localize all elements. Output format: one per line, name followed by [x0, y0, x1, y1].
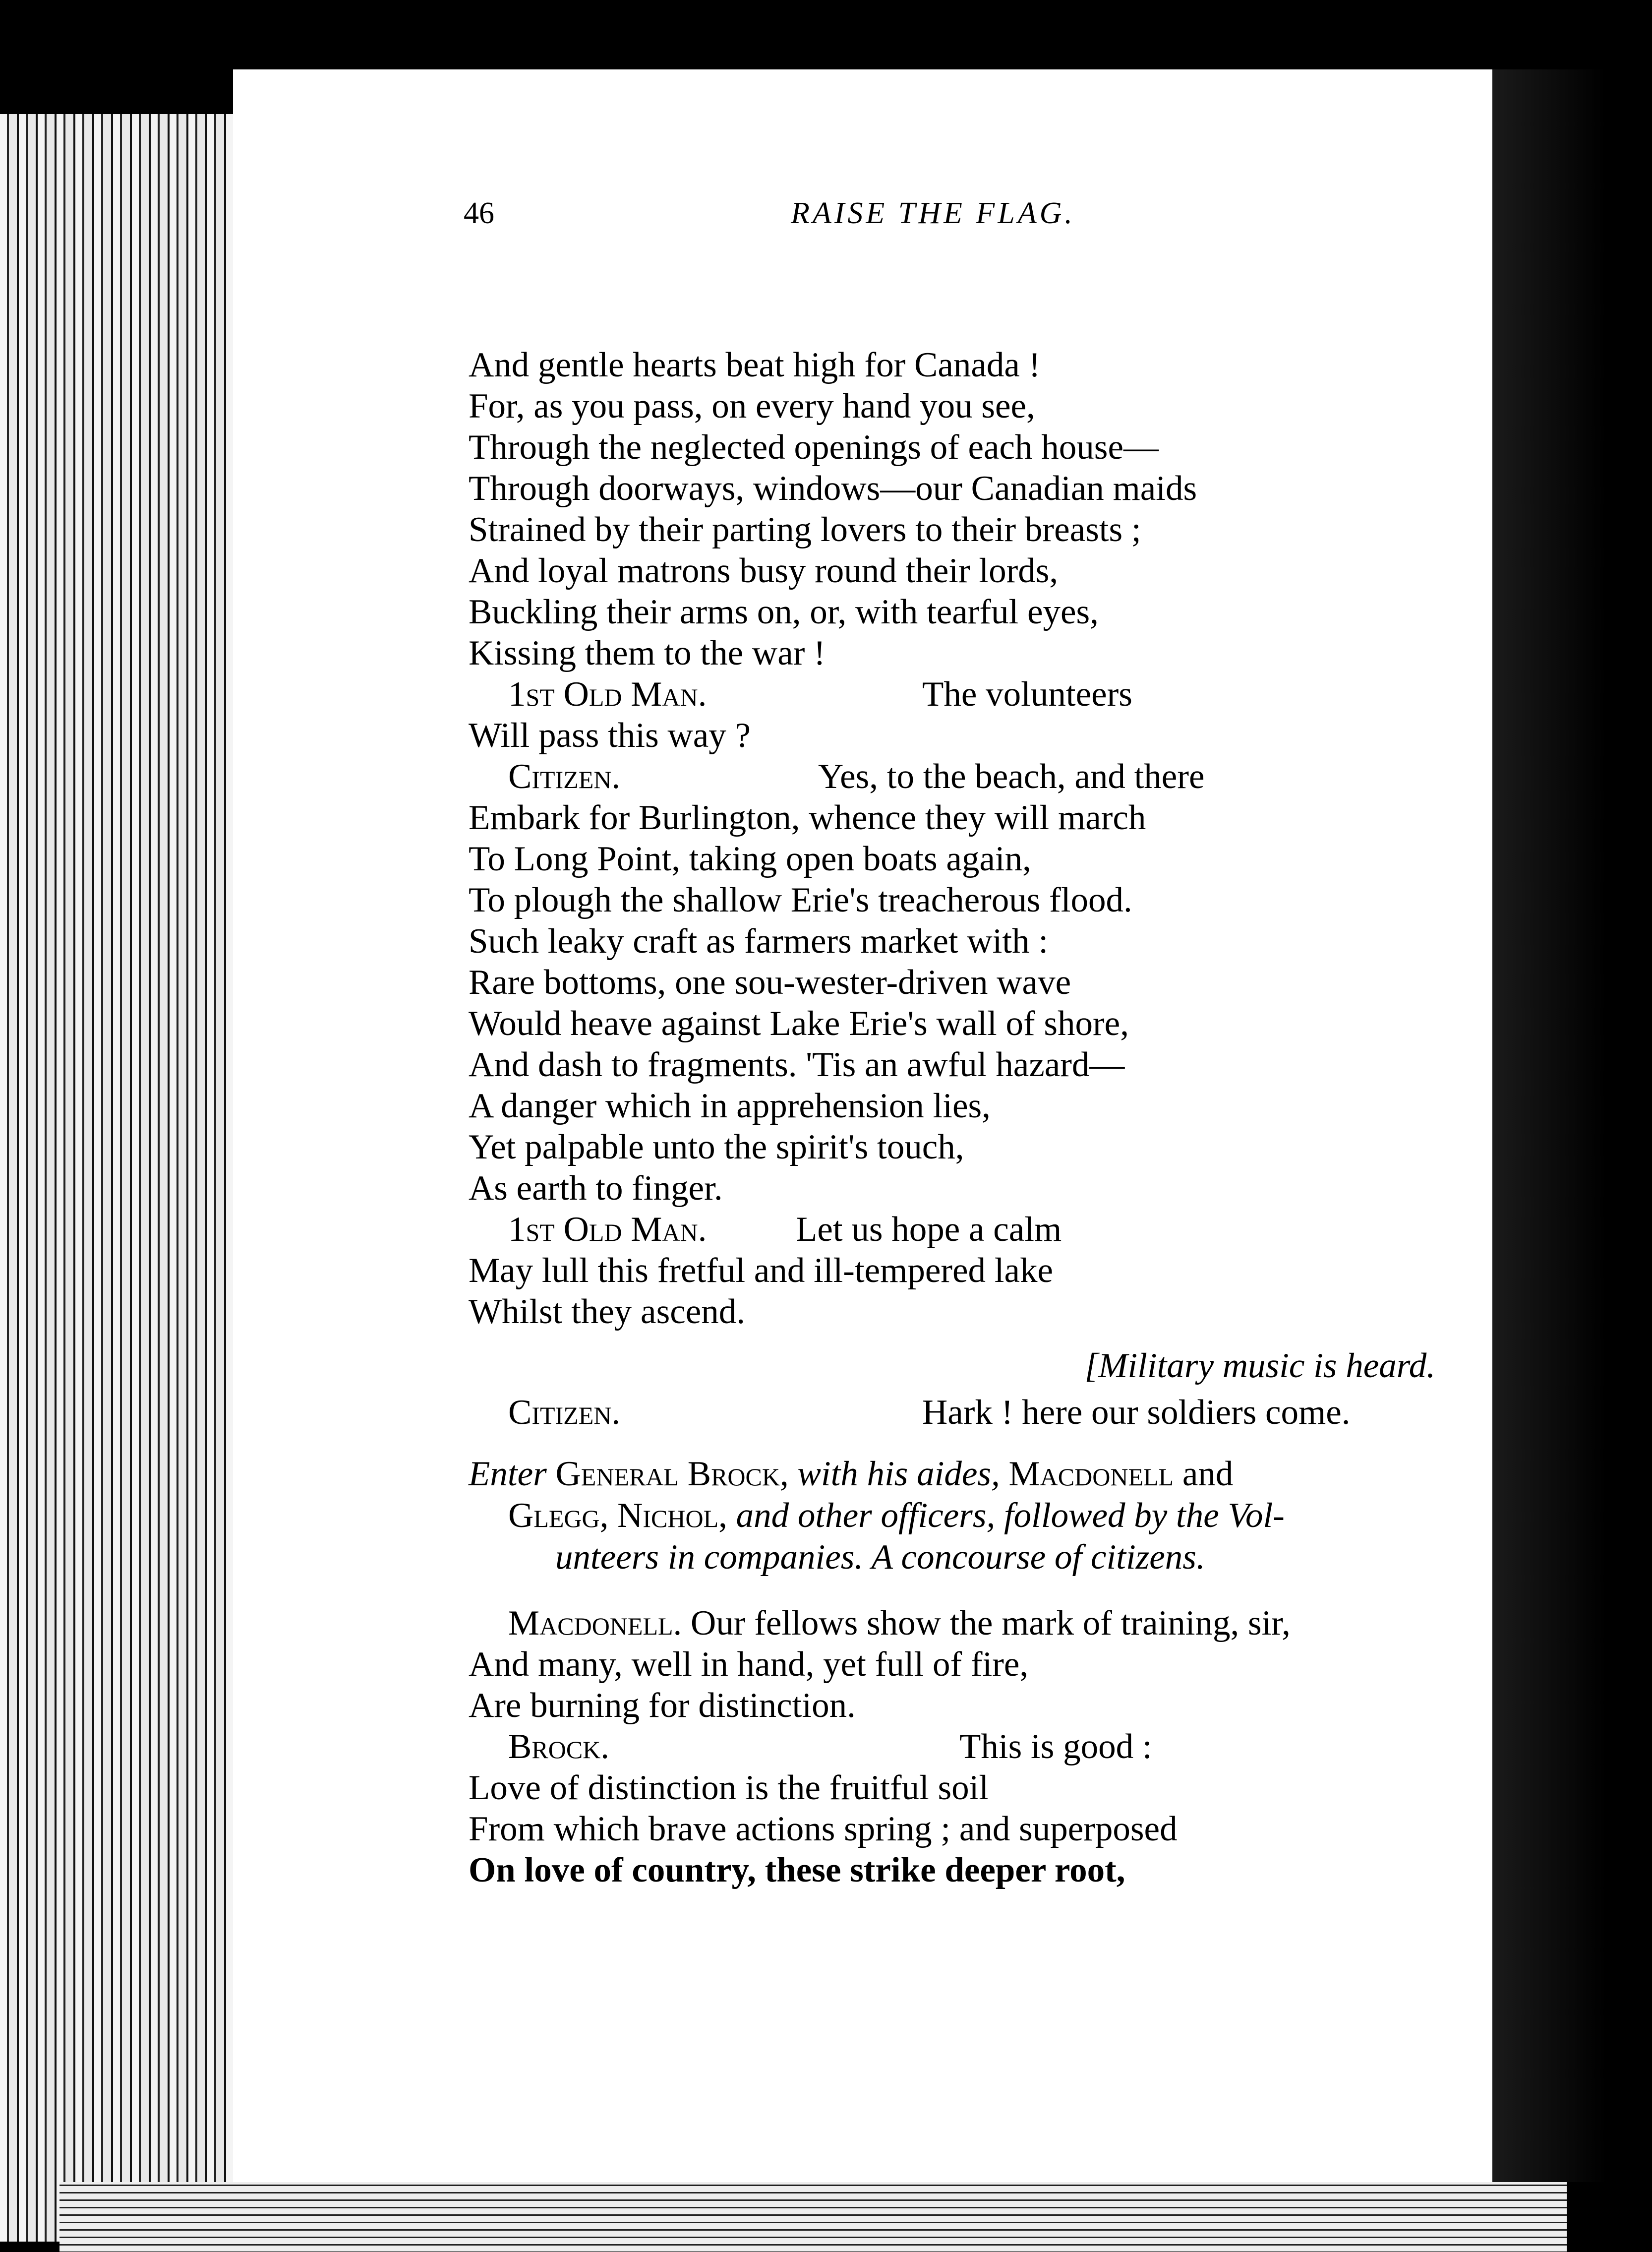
verse-line: Yet palpable unto the spirit's touch, [469, 1128, 964, 1166]
verse-line: To plough the shallow Erie's treacherous flood. [469, 881, 1132, 919]
verse-line: Love of distinction is the fruitful soil [469, 1768, 989, 1807]
page-gutter-shadow [1492, 69, 1606, 2182]
verse-line: Kissing them to the war ! [469, 634, 826, 672]
verse-line: Embark for Burlington, whence they will march [469, 798, 1146, 837]
entrance-text: and other officers, followed by the Vol- [736, 1496, 1285, 1535]
verse-line: May lull this fretful and ill-tempered lake [469, 1251, 1054, 1290]
verse-line: Such leaky craft as farmers market with : [469, 922, 1049, 961]
speech-line [469, 1603, 1490, 1644]
speaker-name: 1st Old Man. [508, 675, 707, 714]
verse-line: And loyal matrons busy round their lords, [469, 551, 1059, 590]
book-bottom-edges [59, 2182, 1567, 2252]
verse-line: Strained by their parting lovers to their breasts ; [469, 510, 1141, 549]
page-body [469, 345, 1490, 1891]
speaker-name: Brock. [508, 1727, 610, 1766]
entrance-line [469, 1495, 1490, 1536]
verse-line: And dash to fragments. 'Tis an awful hazard— [469, 1045, 1125, 1084]
verse-line: Are burning for distinction. [469, 1686, 856, 1725]
speech-line [469, 1209, 1490, 1250]
book-page-edges [0, 114, 238, 2242]
speech-text: The volunteers [922, 675, 1132, 714]
speech-line [469, 1392, 1490, 1433]
entrance-text: and [1182, 1455, 1234, 1493]
speaker-name: Macdonell. [508, 1604, 682, 1643]
verse-line: Rare bottoms, one sou-wester-driven wave [469, 963, 1071, 1002]
verse-line: A danger which in apprehension lies, [469, 1087, 991, 1125]
page-header [233, 196, 1492, 241]
verse-line: Through doorways, windows—our Canadian maids [469, 469, 1197, 508]
verse-line: Will pass this way ? [469, 716, 751, 755]
spacer [469, 1578, 1490, 1603]
speech-text: Our fellows show the mark of training, sir, [691, 1604, 1291, 1643]
speech-line [469, 674, 1490, 715]
entrance-line: unteers in companies. A concourse of citizens. [555, 1538, 1205, 1577]
speaker-name: Citizen. [508, 757, 621, 796]
speech-text: Hark ! here our soldiers come. [922, 1393, 1351, 1432]
stage-direction: [Military music is heard. [1084, 1346, 1435, 1385]
verse-line: On love of country, these strike deeper root, [469, 1851, 1125, 1889]
entrance-character: Glegg, Nichol, [508, 1496, 727, 1535]
verse-line: Whilst they ascend. [469, 1292, 745, 1331]
verse-line: To Long Point, taking open boats again, [469, 840, 1031, 878]
verse-line: Through the neglected openings of each house— [469, 428, 1159, 467]
verse-line: For, as you pass, on every hand you see, [469, 387, 1035, 426]
entrance-line [469, 1453, 1490, 1495]
speech-line [469, 756, 1490, 797]
entrance-text: with his aides, [797, 1455, 1000, 1493]
speech-line [469, 1726, 1490, 1767]
verse-line: And gentle hearts beat high for Canada ! [469, 346, 1041, 384]
entrance-enter: Enter [469, 1455, 547, 1493]
speech-text: This is good : [959, 1727, 1152, 1766]
speaker-name: 1st Old Man. [508, 1210, 707, 1249]
verse-line: Buckling their arms on, or, with tearful eyes, [469, 593, 1099, 631]
verse-line: From which brave actions spring ; and superposed [469, 1810, 1178, 1848]
entrance-character: Macdonell [1008, 1455, 1174, 1493]
entrance-direction [469, 1453, 1490, 1578]
speaker-name: Citizen. [508, 1393, 621, 1432]
verse-line: And many, well in hand, yet full of fire, [469, 1645, 1029, 1684]
verse-line: Would heave against Lake Erie's wall of shore, [469, 1004, 1129, 1043]
speech-text: Yes, to the beach, and there [818, 757, 1205, 796]
speech-text: Let us hope a calm [796, 1210, 1062, 1249]
entrance-character: General Brock, [555, 1455, 789, 1493]
verse-line: As earth to finger. [469, 1169, 723, 1208]
page-number: 46 [464, 196, 494, 230]
running-head: RAISE THE FLAG. [791, 196, 1075, 230]
